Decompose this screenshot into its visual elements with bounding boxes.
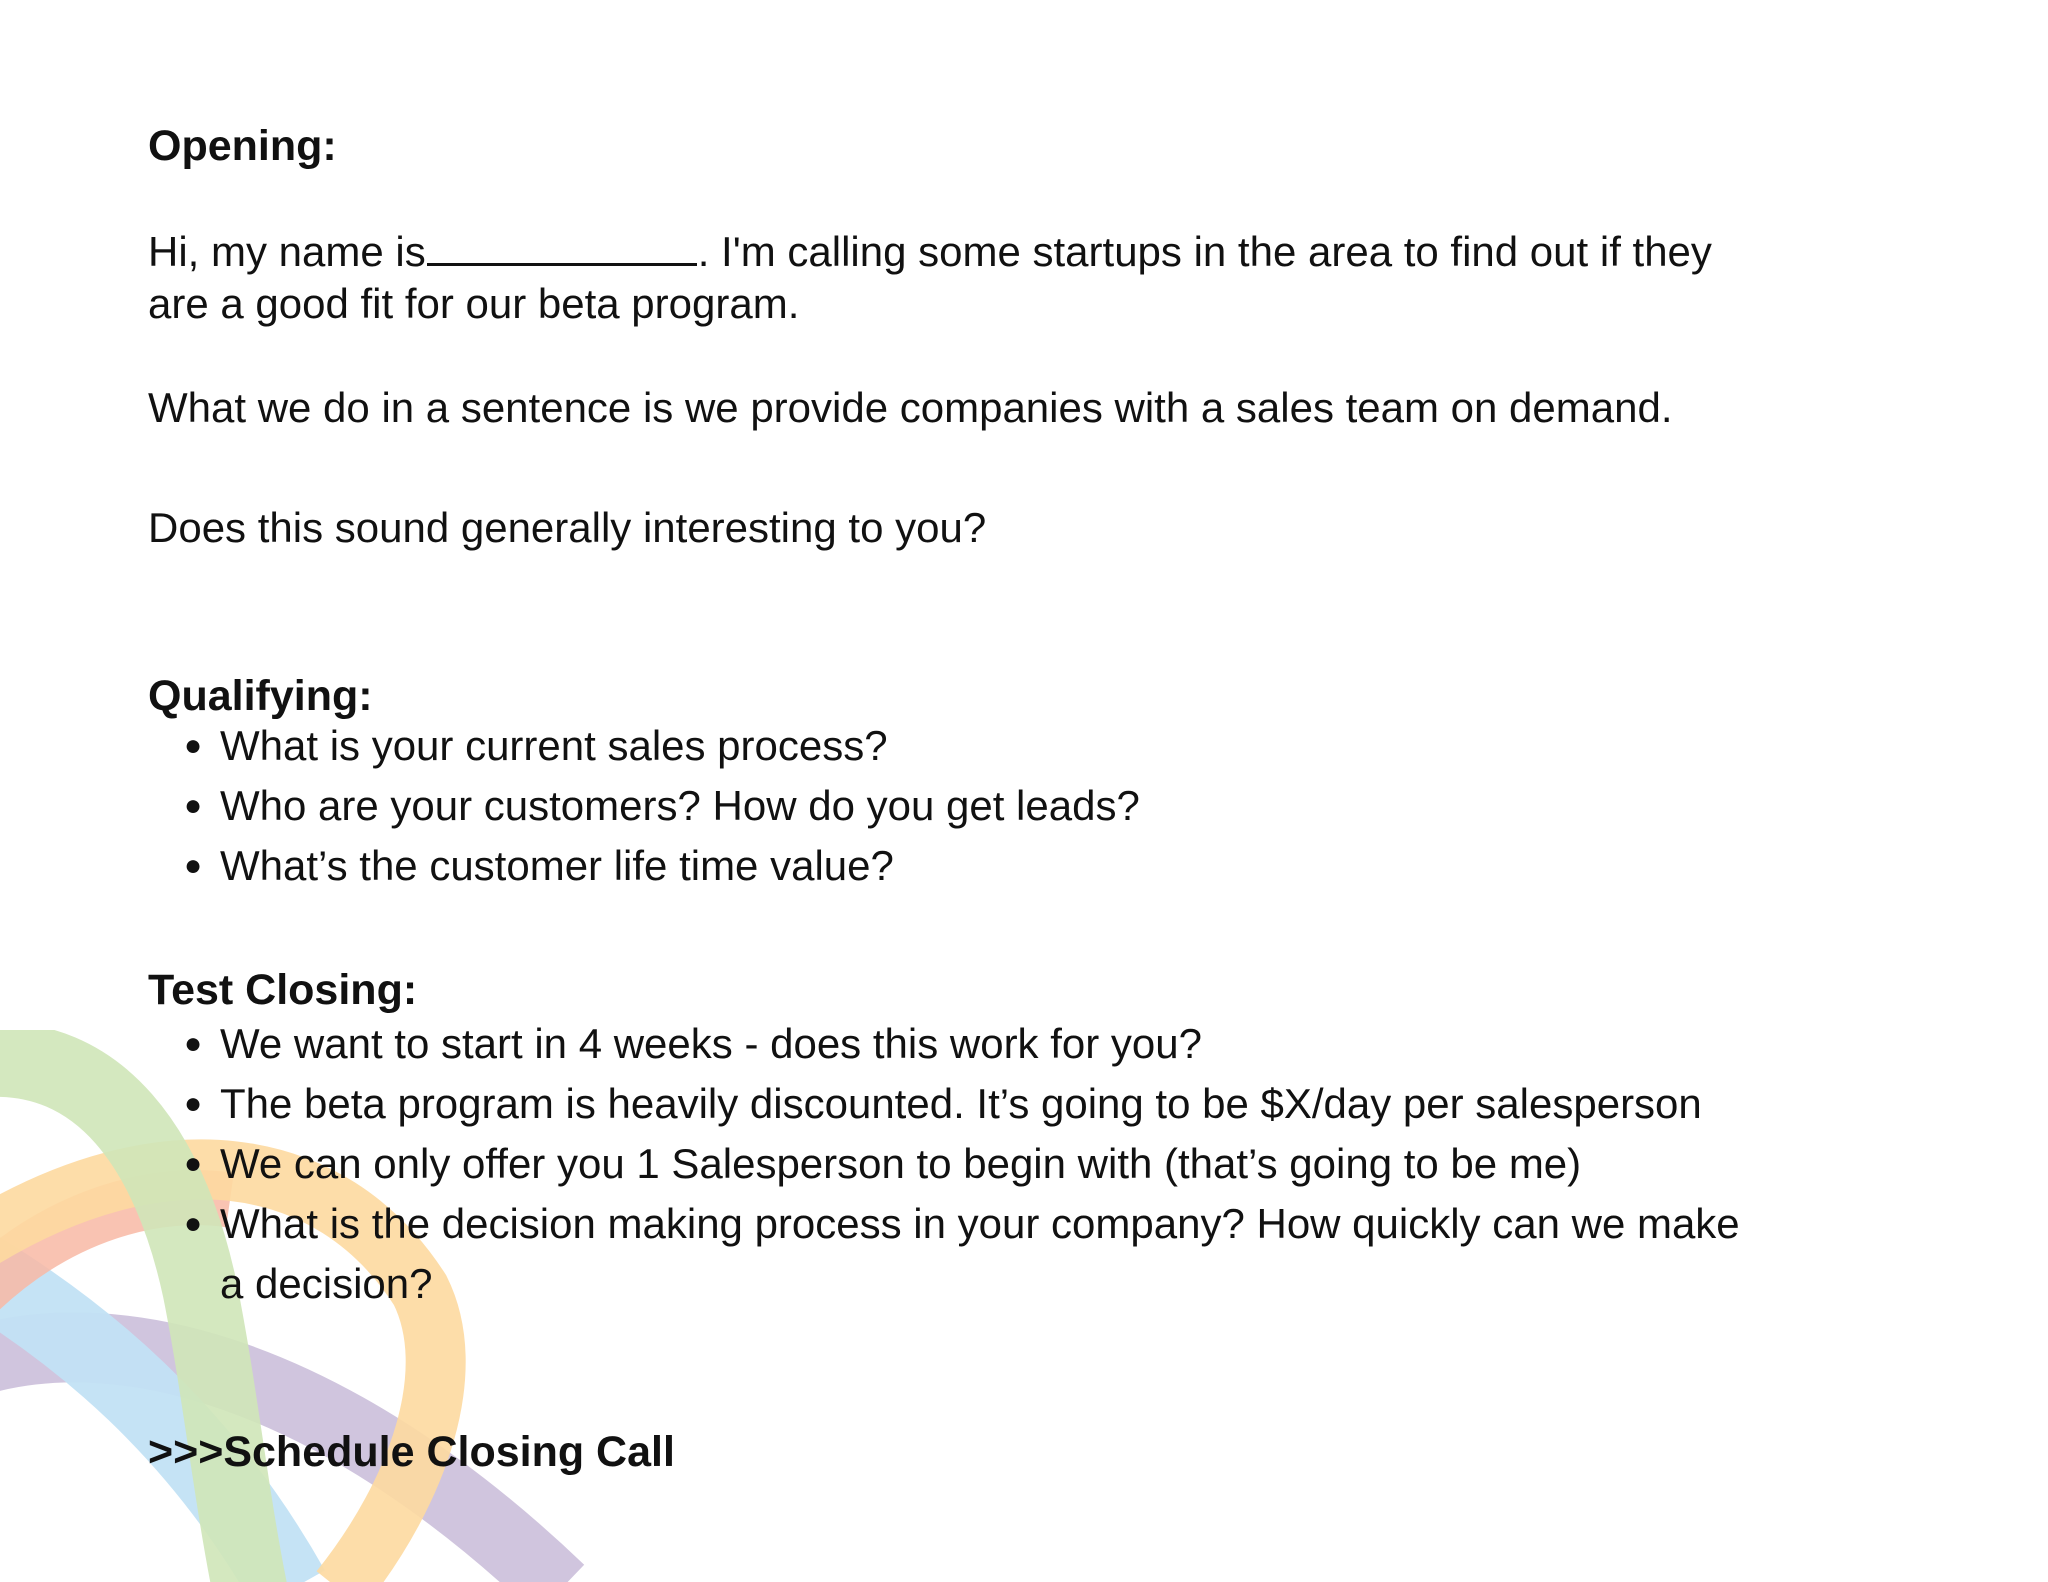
bullet-icon: ● xyxy=(184,1087,203,1120)
bullet-icon: ● xyxy=(184,1027,203,1060)
list-item: ● What is the decision making process in your company? How quickly can we make a decision? xyxy=(184,1194,1740,1314)
bullet-icon: ● xyxy=(184,849,203,882)
qualifying-list xyxy=(184,716,1140,896)
bullet-icon: ● xyxy=(184,729,203,762)
test-closing-list xyxy=(184,1014,1740,1314)
opening-intro-line-1 xyxy=(148,226,1712,278)
opening-intro-line-2: are a good fit for our beta program. xyxy=(148,280,800,327)
intro-text-part-2: . I'm calling some startups in the area to find out if they xyxy=(697,228,1712,275)
list-item: ● The beta program is heavily discounted. It’s going to be $X/day per salesperson xyxy=(184,1074,1740,1134)
name-blank-line xyxy=(427,227,697,266)
bullet-icon: ● xyxy=(184,1207,203,1240)
list-item: ● What’s the customer life time value? xyxy=(184,836,1140,896)
opening-heading: Opening: xyxy=(148,122,337,170)
list-item: ● We can only offer you 1 Salesperson to begin with (that’s going to be me) xyxy=(184,1134,1740,1194)
bullet-icon: ● xyxy=(184,789,203,822)
list-item: ● We want to start in 4 weeks - does this work for you? xyxy=(184,1014,1740,1074)
opening-question: Does this sound generally interesting to you? xyxy=(148,504,987,551)
bullet-icon: ● xyxy=(184,1147,203,1180)
intro-text-part-1: Hi, my name is xyxy=(148,228,426,275)
qualifying-heading: Qualifying: xyxy=(148,672,373,720)
schedule-closing-call-cta: >>>Schedule Closing Call xyxy=(148,1428,675,1476)
test-closing-heading: Test Closing: xyxy=(148,966,418,1014)
list-item: ● Who are your customers? How do you get leads? xyxy=(184,776,1140,836)
opening-what-we-do: What we do in a sentence is we provide companies with a sales team on demand. xyxy=(148,384,1673,431)
list-item: ● What is your current sales process? xyxy=(184,716,1140,776)
